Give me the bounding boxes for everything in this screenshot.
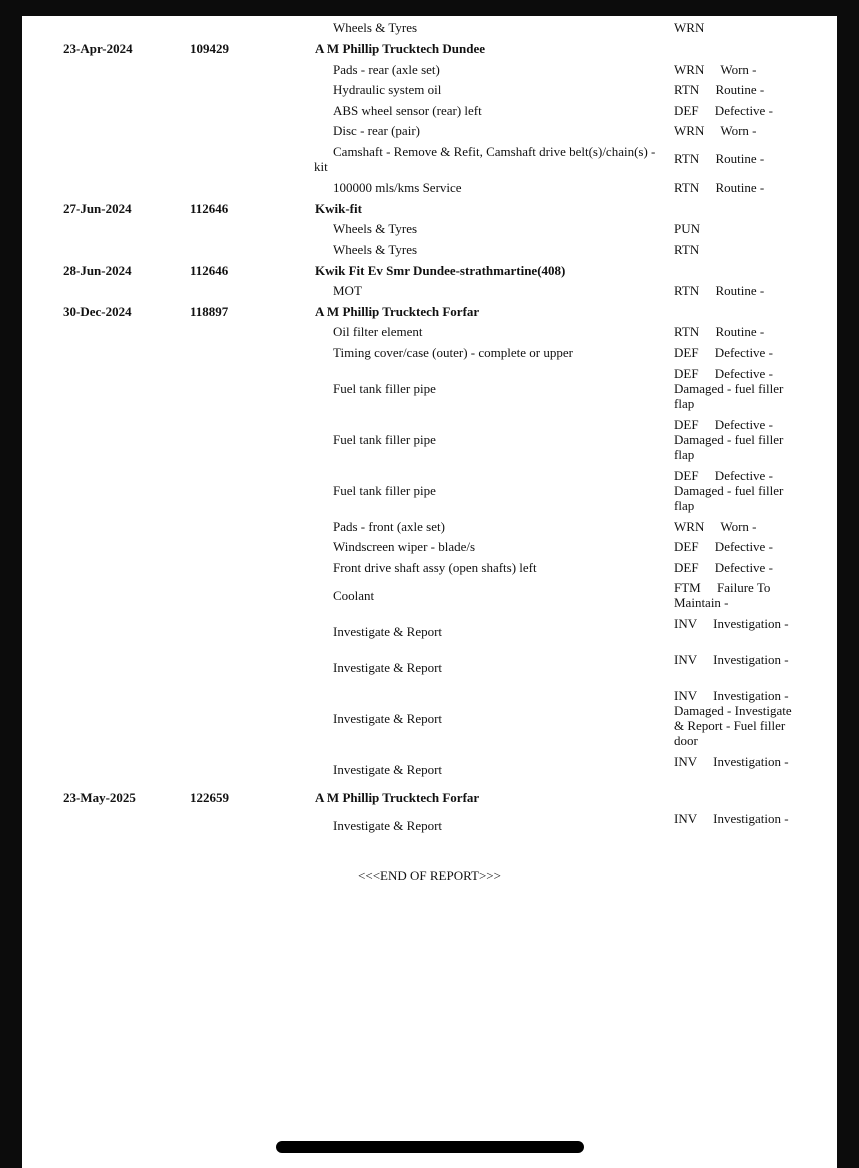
home-indicator-bar[interactable] <box>276 1141 584 1153</box>
work-item-description: Investigate & Report <box>333 624 443 639</box>
work-item-code: WRN Worn - <box>674 519 757 534</box>
work-item-description: Disc - rear (pair) <box>333 123 420 138</box>
work-item-code: RTN Routine - <box>674 180 765 195</box>
work-item-code: RTN <box>674 242 700 257</box>
work-item-description: MOT <box>333 283 362 298</box>
garage-name: A M Phillip Trucktech Forfar <box>315 304 480 319</box>
work-item-description: Investigate & Report <box>333 762 443 777</box>
work-item-description: Wheels & Tyres <box>333 242 418 257</box>
garage-name: A M Phillip Trucktech Forfar <box>315 790 480 805</box>
work-item-code: DEF Defective - Damaged - fuel filler flap <box>674 417 787 462</box>
work-item-description: Fuel tank filler pipe <box>333 381 436 396</box>
garage-name: Kwik-fit <box>315 201 362 216</box>
work-item-description: Hydraulic system oil <box>333 82 442 97</box>
work-item-code: DEF Defective - <box>674 345 773 360</box>
work-item-description: Wheels & Tyres <box>333 221 418 236</box>
visit-date: 27-Jun-2024 <box>63 201 132 216</box>
job-number: 118897 <box>190 304 229 319</box>
work-item-code: WRN <box>674 20 705 35</box>
work-item-code: INV Investigation - <box>674 754 789 769</box>
visit-date: 23-May-2025 <box>63 790 136 805</box>
report-page <box>22 16 837 1168</box>
work-item-code: INV Investigation - <box>674 616 789 631</box>
garage-name: Kwik Fit Ev Smr Dundee-strathmartine(408) <box>315 263 566 278</box>
work-item-description: Timing cover/case (outer) - complete or upper <box>333 345 573 360</box>
work-item-description: Oil filter element <box>333 324 423 339</box>
work-item-code: DEF Defective - <box>674 539 773 554</box>
work-item-description: Investigate & Report <box>333 818 443 833</box>
work-item-code: DEF Defective - <box>674 103 773 118</box>
visit-date: 28-Jun-2024 <box>63 263 132 278</box>
work-item-description: 100000 mls/kms Service <box>333 180 462 195</box>
work-item-description: Camshaft - Remove & Refit, Camshaft drive belt(s)/chain(s) - kit <box>314 144 656 174</box>
work-item-code: PUN <box>674 221 701 236</box>
work-item-code: DEF Defective - <box>674 560 773 575</box>
job-number: 109429 <box>190 41 229 56</box>
work-item-description: Pads - front (axle set) <box>333 519 445 534</box>
work-item-code: FTM Failure To Maintain - <box>674 580 774 610</box>
job-number: 122659 <box>190 790 229 805</box>
work-item-description: Fuel tank filler pipe <box>333 432 436 447</box>
work-item-description: Wheels & Tyres <box>333 20 418 35</box>
work-item-code: INV Investigation - Damaged - Investigate & Report - Fuel filler door <box>674 688 795 748</box>
work-item-description: Windscreen wiper - blade/s <box>333 539 476 554</box>
work-item-code: RTN Routine - <box>674 324 765 339</box>
work-item-description: Pads - rear (axle set) <box>333 62 440 77</box>
job-number: 112646 <box>190 201 229 216</box>
work-item-code: INV Investigation - <box>674 811 789 826</box>
end-of-report-label: <<<END OF REPORT>>> <box>358 868 501 883</box>
work-item-code: DEF Defective - Damaged - fuel filler flap <box>674 366 787 411</box>
work-item-code: INV Investigation - <box>674 652 789 667</box>
work-item-description: Coolant <box>333 588 375 603</box>
work-item-code: WRN Worn - <box>674 62 757 77</box>
job-number: 112646 <box>190 263 229 278</box>
visit-date: 30-Dec-2024 <box>63 304 132 319</box>
work-item-code: RTN Routine - <box>674 283 765 298</box>
work-item-code: RTN Routine - <box>674 151 765 166</box>
work-item-code: DEF Defective - Damaged - fuel filler flap <box>674 468 787 513</box>
work-item-description: Front drive shaft assy (open shafts) left <box>333 560 537 575</box>
work-item-description: Investigate & Report <box>333 711 443 726</box>
work-item-code: RTN Routine - <box>674 82 765 97</box>
visit-date: 23-Apr-2024 <box>63 41 133 56</box>
work-item-description: Investigate & Report <box>333 660 443 675</box>
work-item-description: ABS wheel sensor (rear) left <box>333 103 482 118</box>
work-item-code: WRN Worn - <box>674 123 757 138</box>
garage-name: A M Phillip Trucktech Dundee <box>315 41 485 56</box>
work-item-description: Fuel tank filler pipe <box>333 483 436 498</box>
